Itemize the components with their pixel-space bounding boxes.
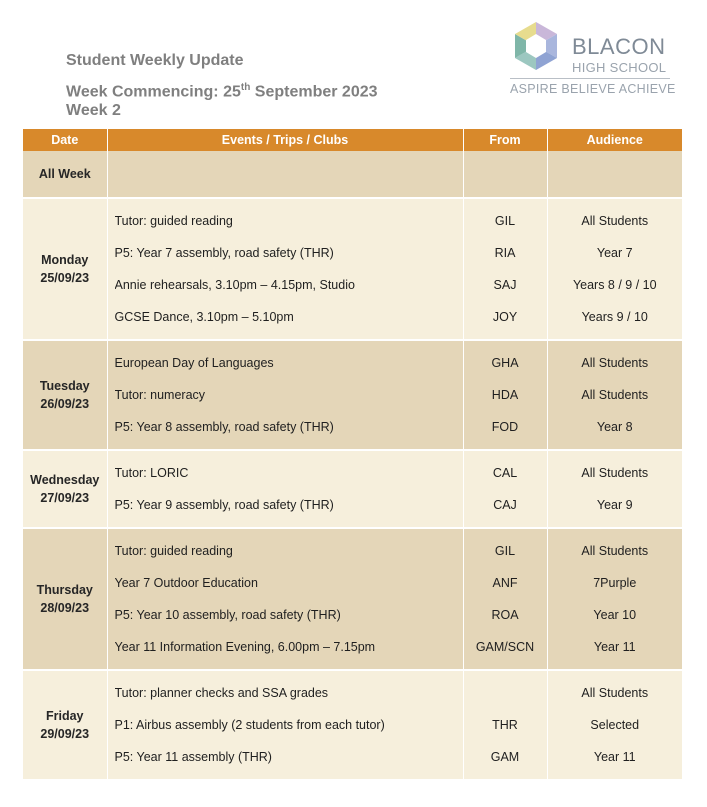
event-text: P5: Year 11 assembly (THR) [114, 750, 272, 764]
day-date: 27/09/23 [40, 491, 90, 505]
from-text: RIA [494, 246, 516, 260]
from-cell [463, 341, 547, 449]
event-cell [107, 671, 463, 779]
from-text: GHA [491, 356, 519, 370]
from-cell [463, 151, 547, 197]
audience-text: All Students [581, 544, 649, 558]
audience-text: All Students [581, 356, 649, 370]
day-name: All Week [38, 167, 91, 181]
week-commencing [66, 82, 378, 101]
event-text: European Day of Languages [114, 356, 274, 370]
logo-divider [510, 78, 670, 79]
audience-text: All Students [581, 388, 649, 402]
event-cell [107, 451, 463, 527]
weekly-schedule-table [23, 129, 682, 779]
day-cell [23, 671, 107, 779]
audience-cell [547, 451, 682, 527]
day-cell [23, 529, 107, 669]
day-row [23, 451, 682, 527]
day-row [23, 529, 682, 669]
week-commencing-ordinal: th [240, 82, 251, 93]
event-text: Year 11 Information Evening, 6.00pm – 7.15pm [114, 640, 376, 654]
from-cell [463, 199, 547, 339]
from-text: GAM [490, 750, 520, 764]
event-cell [107, 199, 463, 339]
from-text: THR [492, 718, 518, 732]
hexagon-logo-icon [510, 20, 562, 72]
from-text: GAM/SCN [475, 640, 535, 654]
audience-text: All Students [581, 686, 649, 700]
audience-text: Year 11 [593, 640, 636, 654]
day-date: 26/09/23 [40, 397, 90, 411]
audience-text: Selected [590, 718, 640, 732]
audience-text: Year 11 [593, 750, 636, 764]
audience-cell [547, 529, 682, 669]
day-cell [23, 199, 107, 339]
header-audience: Audience [547, 129, 682, 151]
day-name: Thursday [36, 583, 93, 597]
audience-text: Year 9 [596, 498, 633, 512]
event-text: P5: Year 10 assembly, road safety (THR) [114, 608, 341, 622]
event-cell [107, 341, 463, 449]
from-text: JOY [492, 310, 518, 324]
from-text: HDA [491, 388, 519, 402]
event-text: GCSE Dance, 3.10pm – 5.10pm [114, 310, 294, 324]
day-name: Tuesday [39, 379, 90, 393]
from-text: GIL [494, 214, 516, 228]
event-text: Tutor: planner checks and SSA grades [114, 686, 329, 700]
week-commencing-prefix: Week Commencing: 25 [66, 83, 241, 101]
day-name: Friday [45, 709, 84, 723]
page-title: Student Weekly Update [66, 52, 244, 69]
from-text: CAJ [493, 498, 517, 512]
event-text: Tutor: numeracy [114, 388, 206, 402]
day-date: 28/09/23 [40, 601, 90, 615]
audience-text: All Students [581, 214, 649, 228]
event-text: Annie rehearsals, 3.10pm – 4.15pm, Studio [114, 278, 355, 292]
day-row [23, 199, 682, 339]
event-text: P5: Year 8 assembly, road safety (THR) [114, 420, 334, 434]
day-date: 29/09/23 [40, 727, 90, 741]
from-text: ANF [492, 576, 518, 590]
week-number: Week 2 [66, 102, 121, 119]
event-text: P5: Year 7 assembly, road safety (THR) [114, 246, 334, 260]
from-text: ROA [491, 608, 519, 622]
from-cell [463, 671, 547, 779]
audience-text: All Students [581, 466, 649, 480]
header-events: Events / Trips / Clubs [107, 129, 463, 151]
audience-cell [547, 151, 682, 197]
event-text: P5: Year 9 assembly, road safety (THR) [114, 498, 334, 512]
day-row [23, 151, 682, 197]
header-from: From [463, 129, 547, 151]
day-cell [23, 451, 107, 527]
event-text: Tutor: LORIC [114, 466, 189, 480]
day-name: Monday [41, 253, 89, 267]
from-text: GIL [494, 544, 516, 558]
from-text: CAL [492, 466, 518, 480]
table-header-row [23, 129, 682, 151]
audience-text: Year 8 [596, 420, 633, 434]
table-body [23, 151, 682, 779]
event-text: Tutor: guided reading [114, 214, 233, 228]
audience-text: Years 8 / 9 / 10 [572, 278, 657, 292]
day-row [23, 341, 682, 449]
from-text [464, 677, 547, 709]
audience-text: 7Purple [593, 576, 637, 590]
logo-motto: ASPIRE BELIEVE ACHIEVE [510, 82, 676, 96]
day-cell [23, 151, 107, 197]
from-cell [463, 529, 547, 669]
event-text: Year 7 Outdoor Education [114, 576, 258, 590]
audience-text: Year 10 [593, 608, 637, 622]
from-cell [463, 451, 547, 527]
day-cell [23, 341, 107, 449]
audience-cell [547, 341, 682, 449]
day-row [23, 671, 682, 779]
from-text: SAJ [493, 278, 517, 292]
audience-cell [547, 199, 682, 339]
event-text: Tutor: guided reading [114, 544, 233, 558]
day-date: 25/09/23 [40, 271, 90, 285]
audience-text: Year 7 [596, 246, 633, 260]
event-cell [107, 151, 463, 197]
logo-school-name: BLACON [572, 34, 666, 59]
from-text: FOD [491, 420, 519, 434]
school-logo [510, 20, 676, 100]
logo-school-subtitle: HIGH SCHOOL [572, 60, 667, 75]
event-text: P1: Airbus assembly (2 students from each tutor) [114, 718, 385, 732]
audience-text: Years 9 / 10 [581, 310, 648, 324]
audience-cell [547, 671, 682, 779]
event-cell [107, 529, 463, 669]
week-commencing-suffix: September 2023 [250, 83, 378, 101]
header-date: Date [23, 129, 107, 151]
day-name: Wednesday [30, 473, 100, 487]
